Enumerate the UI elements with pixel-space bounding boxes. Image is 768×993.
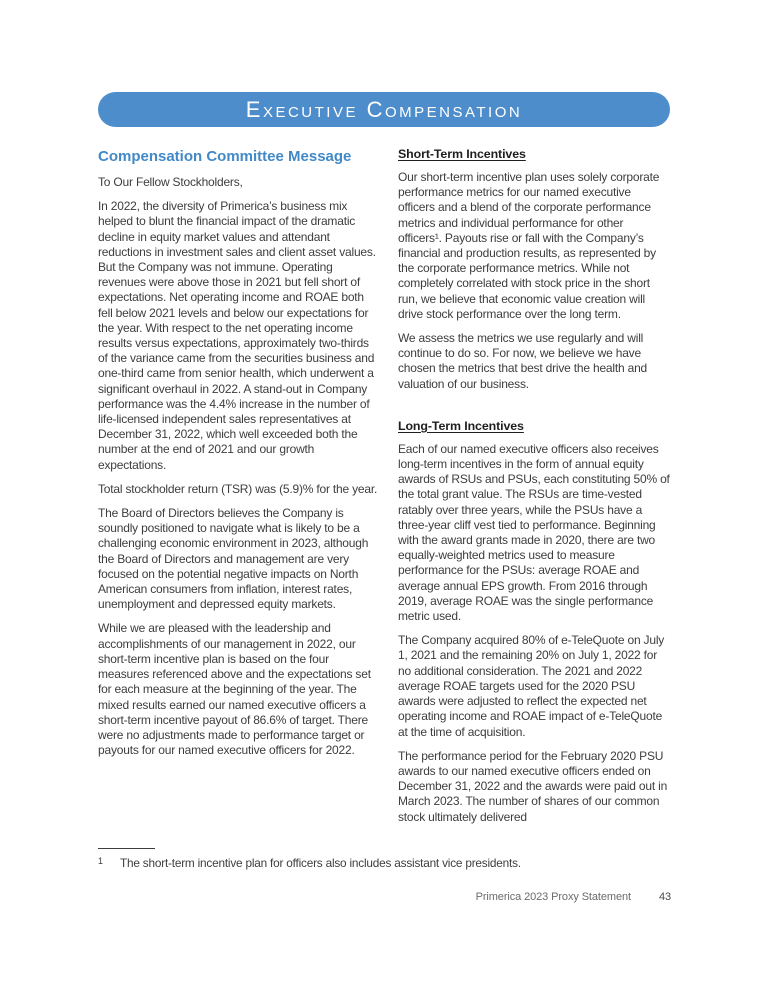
page-banner — [98, 92, 670, 127]
left-column-heading: Compensation Committee Message — [98, 148, 352, 165]
short-term-incentives-heading: Short-Term Incentives — [398, 147, 526, 161]
paragraph-2022-overview: In 2022, the diversity of Primerica’s business mix helped to blunt the financial impact of the dramatic decline in equity market values and attendant reductions in investment sales and client asset values. But the Company was not immune. Operating revenues were above those in 2021 but fell short of expectations. Net operating income and ROAE both fell below 2021 levels and below our expectations for the year. With respect to the net operating income results versus expectations, approximately two-thirds of the variance came from the securities business and one-third came from senior health, which underwent a significant overhaul in 2022. A stand-out in Company performance was the 4.4% increase in the number of life-licensed independent sales representatives at December 31, 2022, which well exceeded both the number at the end of 2021 and our growth expectations. — [98, 199, 376, 472]
right-column — [398, 146, 670, 850]
footnote-1 — [98, 854, 670, 871]
footnote-text: The short-term incentive plan for officers also includes assistant vice presidents. — [120, 856, 521, 870]
salutation: To Our Fellow Stockholders, — [98, 175, 243, 189]
page-footer — [476, 891, 671, 903]
paragraph-psu-performance-period: The performance period for the February 2020 PSU awards to our named executive officers ended on December 31, 2022 and the awards were paid out in March 2023. The number of shares of our common stock ultimately delivered — [398, 748, 668, 824]
footnote-block — [98, 848, 670, 871]
paragraph-incentive-payout: While we are pleased with the leadership and accomplishments of our management in 2022, our short-term incentive plan is based on the four measures referenced above and the expectations set for each measure at the beginning of the year. The mixed results earned our named executive officers a short-term incentive payout of 86.6% of target. There were no adjustments made to performance target or payouts for our named executive officers for 2022. — [98, 621, 371, 758]
long-term-incentives-heading: Long-Term Incentives — [398, 418, 524, 433]
left-column — [98, 146, 380, 850]
two-column-body — [98, 146, 670, 850]
footer-document-title: Primerica 2023 Proxy Statement — [475, 891, 631, 903]
footnote-marker: 1 — [98, 856, 103, 866]
paragraph-sti-metrics: Our short-term incentive plan uses solely corporate performance metrics for our named executive officers and a blend of the corporate performance metrics and individual performance for other officers¹. Payouts rise or fall with the Company’s financial and production results, as represented by the corporate performance metrics. While not completely correlated with stock price in the short run, we believe that economic value creation will drive stock performance over the long term. — [398, 170, 660, 321]
footnote-divider — [98, 848, 155, 849]
footer-page-number: 43 — [658, 891, 671, 903]
paragraph-board-outlook: The Board of Directors believes the Company is soundly positioned to navigate what is likely to be a challenging economic environment in 2023, although the Board of Directors and management are very focused on the potential negative impacts on North American consumers from inflation, interest rates, unemployment and depressed equity markets. — [98, 506, 369, 612]
paragraph-sti-assessment: We assess the metrics we use regularly and will continue to do so. For now, we believe we have chosen the metrics that best drive the health and valuation of our business. — [398, 331, 648, 391]
paragraph-lti-structure: Each of our named executive officers also receives long-term incentives in the form of annual equity awards of RSUs and PSUs, each constituting 50% of the total grant value. The RSUs are time-vested ratably over three years, while the PSUs have a three-year cliff vest tied to performance. Beginning with the award grants made in 2020, there are two equally-weighted metrics used to measure performance for the PSUs: average ROAE and average annual EPS growth. From 2016 through 2019, average ROAE was the single performance metric used. — [398, 441, 670, 624]
page-banner-title: Executive Compensation — [245, 96, 523, 122]
paragraph-tsr: Total stockholder return (TSR) was (5.9)% for the year. — [98, 481, 378, 496]
paragraph-etelequote: The Company acquired 80% of e-TeleQuote on July 1, 2021 and the remaining 20% on July 1, 2022 for no additional consideration. The 2021 and 2022 average ROAE targets used for the 2020 PSU awards were adjusted to reflect the expected net operating income and ROAE impact of e-TeleQuote at the time of acquisition. — [398, 633, 665, 739]
